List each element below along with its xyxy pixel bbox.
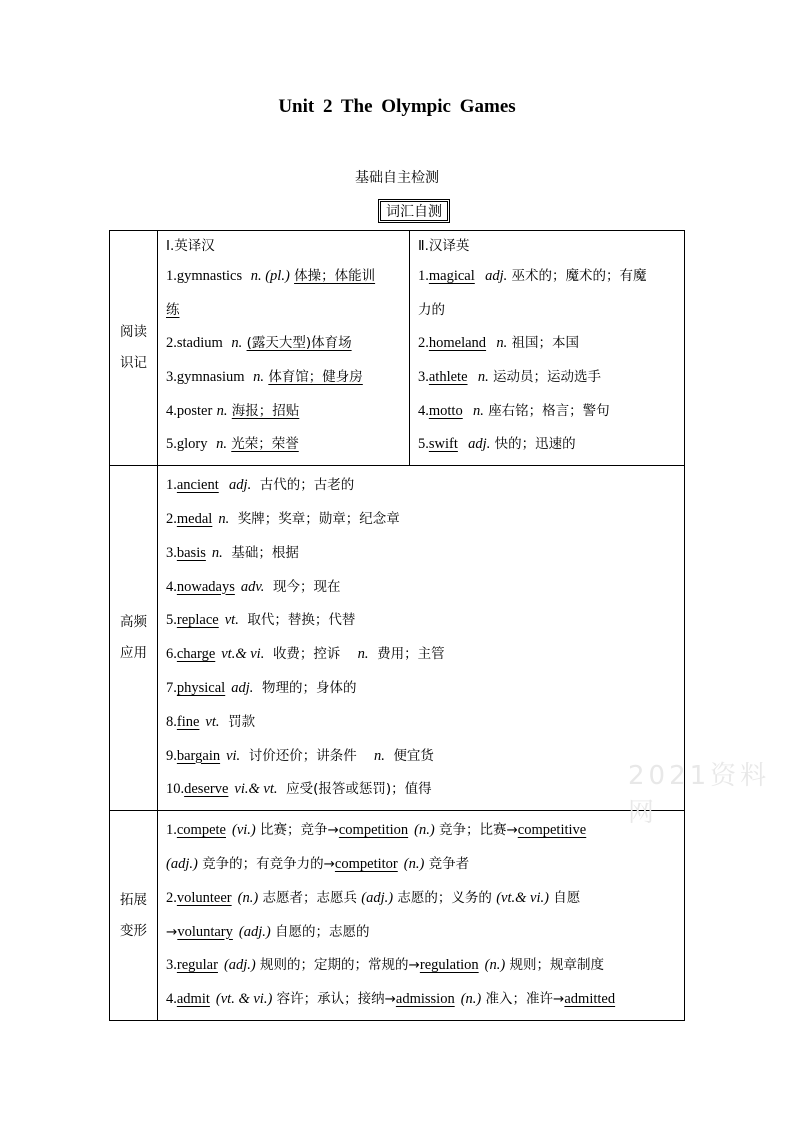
text-fragment: (n.) bbox=[414, 822, 435, 839]
extension-list bbox=[158, 811, 685, 1021]
word: 5.glory bbox=[166, 436, 208, 453]
text-fragment: 规则；规章制度 bbox=[509, 957, 604, 974]
pos: adj. bbox=[485, 268, 508, 284]
list-item bbox=[166, 848, 678, 882]
meaning: 费用；主管 bbox=[377, 646, 445, 663]
list-item bbox=[166, 428, 403, 462]
pos: n. bbox=[373, 747, 385, 764]
vocab-table bbox=[109, 230, 685, 1021]
list-item bbox=[418, 327, 678, 361]
pos: adj. bbox=[229, 477, 252, 494]
text-fragment: 3. bbox=[418, 368, 429, 385]
text-fragment: admitted bbox=[564, 991, 616, 1008]
pos: adv. bbox=[240, 578, 265, 595]
list-item bbox=[166, 706, 678, 740]
text-fragment: 竞争者 bbox=[428, 855, 470, 872]
meaning: 快的；迅速的 bbox=[494, 436, 576, 453]
pos: n. bbox=[211, 544, 223, 561]
meaning: 座右铭；格言；警句 bbox=[488, 402, 610, 419]
list-item bbox=[166, 814, 678, 848]
answer: 海报；招贴 bbox=[231, 402, 300, 419]
text-fragment: (adj.) bbox=[223, 957, 256, 974]
col-header: Ⅱ.汉译英 bbox=[418, 238, 470, 254]
pos: vt.& vi. bbox=[221, 646, 265, 663]
word: 1.gymnastics bbox=[166, 268, 243, 284]
meaning: 收费；控诉 bbox=[272, 646, 341, 663]
list-item bbox=[166, 361, 403, 395]
text-fragment: 10. bbox=[166, 781, 185, 798]
word: 3.gymnasium bbox=[166, 368, 245, 385]
answer: homeland bbox=[428, 335, 487, 351]
pos: adj. bbox=[231, 679, 254, 696]
meaning: 现今；现在 bbox=[272, 578, 341, 595]
list-item bbox=[166, 259, 403, 327]
text-fragment: competitor bbox=[334, 855, 398, 872]
meaning: 运动员；运动选手 bbox=[493, 368, 601, 385]
text-fragment: 3. bbox=[166, 957, 177, 974]
text-fragment: (n.) bbox=[237, 889, 259, 906]
pos: n. bbox=[218, 510, 230, 527]
text-fragment: 竞争的；有竞争力的→ bbox=[202, 855, 335, 872]
answer: 体操；体能训 bbox=[294, 268, 376, 284]
meaning: 取代；替换；代替 bbox=[247, 612, 356, 629]
answer: physical bbox=[176, 679, 226, 696]
category-label: 高频 bbox=[120, 614, 147, 631]
category-reading bbox=[110, 231, 158, 466]
list-item bbox=[418, 259, 678, 327]
list-item bbox=[166, 327, 403, 361]
pos: n. bbox=[496, 335, 508, 351]
pos: n. (pl.) bbox=[250, 268, 290, 284]
meaning: 便宜货 bbox=[393, 747, 434, 764]
list-item bbox=[418, 428, 678, 462]
text-fragment: admit bbox=[176, 991, 210, 1008]
text-fragment: 4. bbox=[166, 578, 177, 595]
word: 2.stadium bbox=[166, 335, 223, 351]
text-fragment: competitive bbox=[517, 822, 587, 839]
text-fragment: 1. bbox=[166, 477, 177, 494]
meaning: 物理的；身体的 bbox=[261, 679, 357, 696]
text-fragment: (n.) bbox=[460, 991, 482, 1008]
text-fragment: 7. bbox=[166, 679, 177, 696]
text-fragment: 3. bbox=[166, 544, 177, 561]
text-fragment: 9. bbox=[166, 747, 177, 764]
text-fragment: competition bbox=[338, 822, 409, 839]
pos: vi. bbox=[226, 747, 241, 764]
meaning: 古代的；古老的 bbox=[259, 477, 355, 494]
meaning: 祖国；本国 bbox=[511, 335, 580, 351]
text-fragment: (n.) bbox=[403, 855, 425, 872]
text-fragment: (adj.) bbox=[166, 855, 198, 872]
answer: magical bbox=[428, 268, 475, 284]
word: 4.poster bbox=[166, 402, 213, 419]
category-label: 拓展 bbox=[120, 891, 147, 908]
answer: motto bbox=[428, 402, 463, 419]
col-en-to-cn bbox=[158, 231, 410, 466]
answer: replace bbox=[176, 612, 219, 629]
pos: n. bbox=[357, 646, 369, 663]
pos: n. bbox=[231, 335, 243, 351]
text-fragment: (adj.) bbox=[238, 923, 271, 940]
list-item bbox=[166, 537, 678, 571]
list-item bbox=[166, 983, 678, 1017]
text-fragment: 志愿者；志愿兵 bbox=[262, 889, 357, 906]
list-item bbox=[166, 740, 678, 774]
category-frequent bbox=[110, 466, 158, 811]
list-item bbox=[166, 773, 678, 807]
text-fragment: 2. bbox=[418, 335, 429, 351]
answer: nowadays bbox=[176, 578, 235, 595]
text-fragment: (vt.& vi.) bbox=[496, 889, 549, 906]
text-fragment: 8. bbox=[166, 713, 177, 730]
pos: vt. bbox=[224, 612, 239, 629]
answer: athlete bbox=[428, 368, 468, 385]
meaning: 讨价还价；讲条件 bbox=[248, 747, 357, 764]
col-header: Ⅰ.英译汉 bbox=[166, 238, 215, 254]
meaning: 应受(报答或惩罚)；值得 bbox=[286, 781, 432, 798]
text-fragment: 志愿的；义务的 bbox=[397, 889, 492, 906]
text-fragment: 准入；准许→ bbox=[485, 991, 565, 1008]
list-item bbox=[166, 949, 678, 983]
watermark: 2021资料网 bbox=[628, 761, 771, 828]
text-fragment: 4. bbox=[166, 991, 177, 1008]
text-fragment: volunteer bbox=[176, 889, 232, 906]
answer: (露天大型)体育场 bbox=[246, 335, 352, 351]
text-fragment: 容许；承认；接纳→ bbox=[276, 991, 396, 1008]
text-fragment: admission bbox=[395, 991, 455, 1008]
meaning-cont: 力的 bbox=[418, 302, 445, 318]
pos: vi.& vt. bbox=[234, 781, 278, 798]
text-fragment: (n.) bbox=[484, 957, 506, 974]
category-extension bbox=[110, 811, 158, 1021]
meaning: 罚款 bbox=[228, 713, 256, 730]
text-fragment: 6. bbox=[166, 646, 177, 663]
category-label: 阅读 bbox=[120, 324, 147, 341]
text-fragment: → bbox=[166, 923, 178, 940]
col-cn-to-en bbox=[410, 231, 685, 466]
list-item bbox=[166, 571, 678, 605]
answer: deserve bbox=[184, 781, 229, 798]
pos: n. bbox=[253, 368, 265, 385]
answer: bargain bbox=[176, 747, 221, 764]
answer: swift bbox=[428, 436, 458, 453]
meaning: 基础；根据 bbox=[231, 544, 299, 561]
pos: adj. bbox=[468, 436, 491, 453]
text-fragment: regular bbox=[176, 957, 218, 974]
list-item bbox=[166, 503, 678, 537]
page-title: Unit 2 The Olympic Games bbox=[278, 96, 516, 117]
answer-cont: 练 bbox=[166, 302, 180, 318]
text-fragment: (adj.) bbox=[361, 889, 394, 906]
text-fragment: 2. bbox=[166, 510, 177, 527]
list-item bbox=[418, 395, 678, 429]
list-item bbox=[166, 395, 403, 429]
meaning: 巫术的；魔术的；有魔 bbox=[511, 268, 647, 284]
pos: n. bbox=[477, 368, 489, 385]
answer: medal bbox=[176, 510, 213, 527]
pos: n. bbox=[216, 436, 227, 453]
frequent-list bbox=[158, 466, 685, 811]
text-fragment: compete bbox=[176, 822, 226, 839]
pos: n. bbox=[473, 402, 484, 419]
answer: charge bbox=[176, 646, 216, 663]
text-fragment: 5. bbox=[418, 436, 429, 453]
category-label: 应用 bbox=[120, 645, 147, 662]
list-item bbox=[166, 882, 678, 916]
text-fragment: 2. bbox=[166, 889, 177, 906]
category-label: 变形 bbox=[120, 922, 147, 939]
section-title: 基础自主检测 bbox=[355, 170, 439, 186]
list-item bbox=[166, 916, 678, 950]
list-item bbox=[166, 638, 678, 672]
table-row-reading bbox=[110, 231, 685, 466]
text-fragment: voluntary bbox=[177, 923, 233, 940]
text-fragment: 自愿 bbox=[553, 889, 581, 906]
text-fragment: 自愿的；志愿的 bbox=[275, 923, 370, 940]
list-item bbox=[166, 604, 678, 638]
text-fragment: 规则的；定期的；常规的→ bbox=[260, 957, 420, 974]
meaning: 奖牌；奖章；勋章；纪念章 bbox=[237, 510, 400, 527]
text-fragment: 1. bbox=[418, 268, 429, 284]
list-item bbox=[418, 361, 678, 395]
answer: 体育馆；健身房 bbox=[268, 368, 363, 385]
table-row-extension bbox=[110, 811, 685, 1021]
text-fragment: 4. bbox=[418, 402, 429, 419]
pos: n. bbox=[216, 402, 228, 419]
list-item bbox=[166, 469, 678, 503]
text-fragment: 比赛；竞争→ bbox=[260, 822, 339, 839]
category-label: 识记 bbox=[120, 355, 147, 372]
answer: 光荣；荣誉 bbox=[231, 436, 299, 453]
answer: ancient bbox=[176, 477, 219, 494]
text-fragment: 5. bbox=[166, 612, 177, 629]
vocab-box-label: 词汇自测 bbox=[380, 201, 448, 221]
text-fragment: (vi.) bbox=[232, 822, 256, 839]
answer: fine bbox=[176, 713, 200, 730]
list-item bbox=[166, 672, 678, 706]
text-fragment: regulation bbox=[419, 957, 479, 974]
text-fragment: (vt. & vi.) bbox=[215, 991, 273, 1008]
answer: basis bbox=[176, 544, 206, 561]
table-row-frequent bbox=[110, 466, 685, 811]
pos: vt. bbox=[205, 713, 220, 730]
text-fragment: 1. bbox=[166, 822, 177, 839]
text-fragment: 竞争；比赛→ bbox=[438, 822, 518, 839]
